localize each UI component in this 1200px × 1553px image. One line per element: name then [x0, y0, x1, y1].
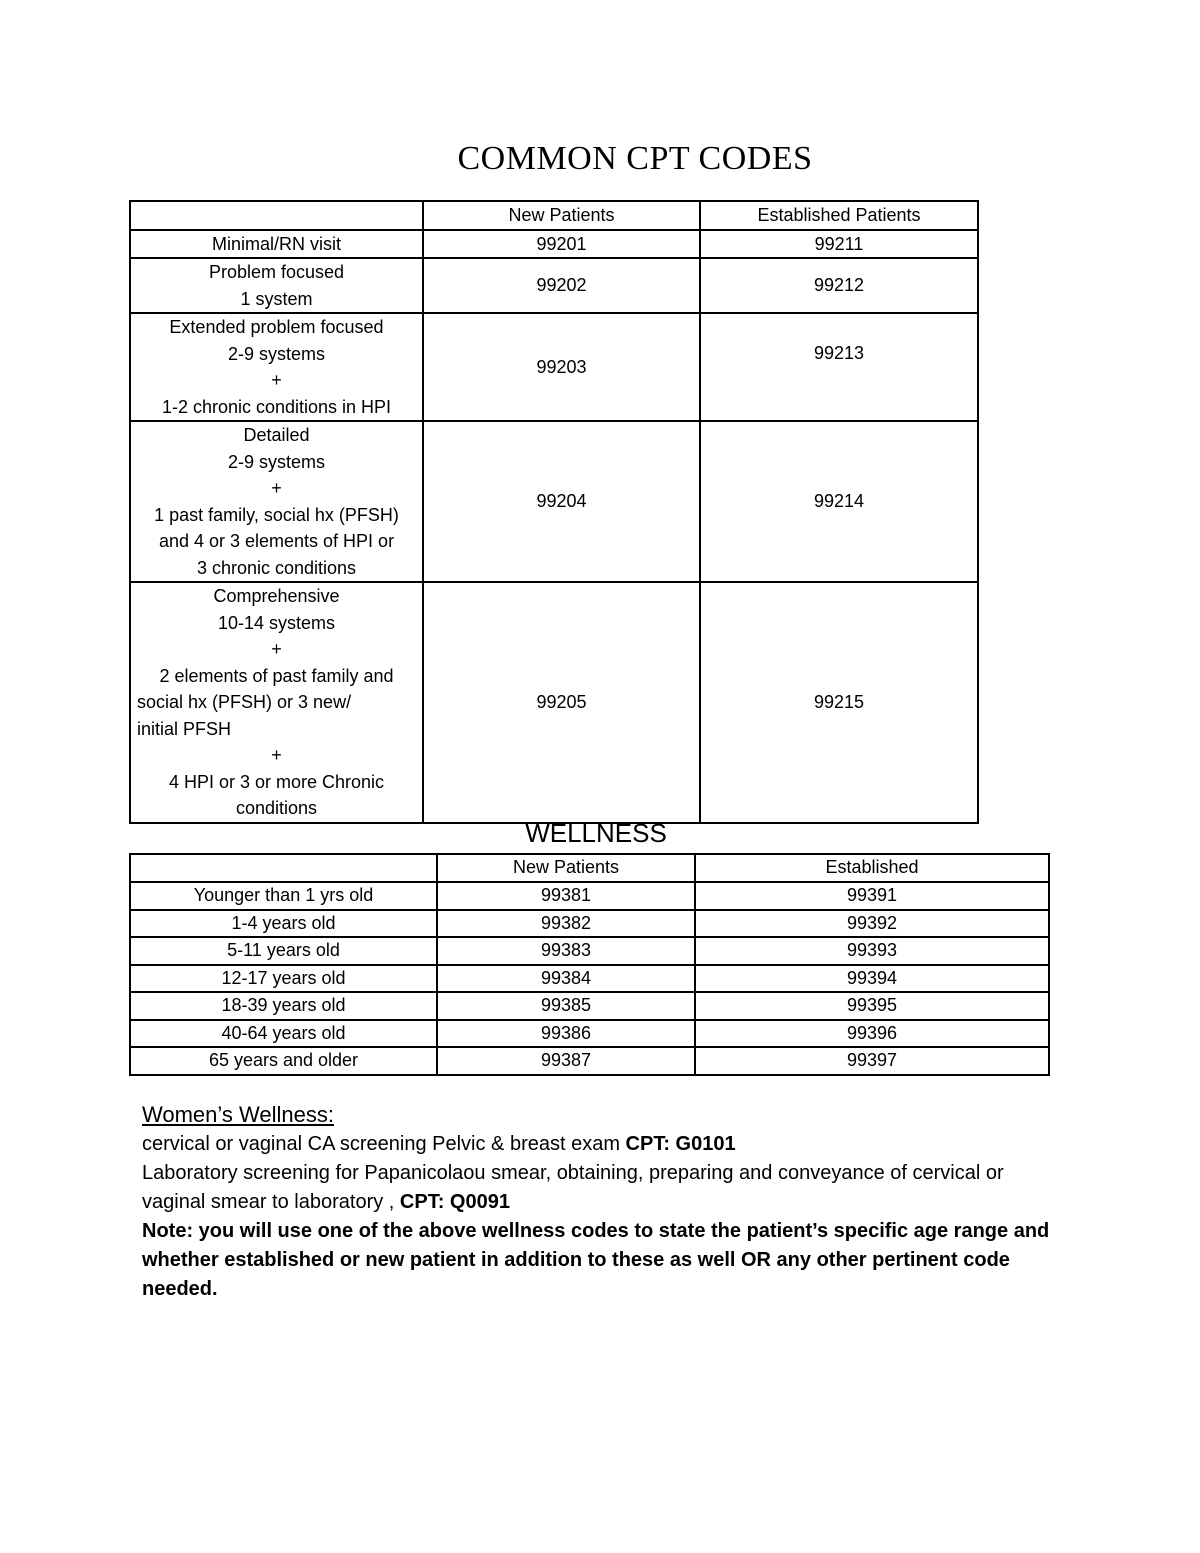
page-title: COMMON CPT CODES: [457, 140, 813, 177]
womens-wellness-section: [142, 1100, 1062, 1304]
em-level-line: 10-14 systems: [217, 612, 336, 633]
wellness-row: [130, 910, 1049, 938]
wellness-age-range: 65 years and older: [130, 1047, 437, 1075]
em-level-line: initial PFSH: [137, 718, 232, 739]
screening-description: cervical or vaginal CA screening Pelvic & breast exam: [142, 1133, 626, 1155]
em-row-minimal: [130, 230, 978, 259]
em-new-code: 99201: [423, 230, 700, 259]
wellness-new-code: 99382: [437, 910, 695, 938]
em-new-code: 99204: [423, 421, 700, 582]
wellness-row: [130, 992, 1049, 1020]
em-level-line: 2 elements of past family and: [159, 665, 394, 686]
womens-wellness-heading: Women’s Wellness:: [142, 1102, 334, 1127]
womens-wellness-line-2: [142, 1159, 1062, 1217]
em-level-line: and 4 or 3 elements of HPI or: [158, 531, 395, 551]
wellness-header-row: [130, 854, 1049, 882]
em-established-code: 99214: [700, 421, 978, 582]
wellness-row: [130, 965, 1049, 993]
em-level-line: Extended problem focused: [169, 317, 384, 337]
em-level-line: +: [271, 639, 282, 659]
wellness-age-range: 5-11 years old: [130, 937, 437, 965]
em-level-line: 1-2 chronic conditions in HPI: [161, 396, 392, 417]
em-row-comprehensive: [130, 582, 978, 823]
em-level-line: 2-9 systems: [227, 451, 326, 472]
em-level-cell: [130, 258, 423, 313]
em-level-cell: [130, 421, 423, 582]
em-new-code: 99203: [423, 313, 700, 421]
note-text: Note: you will use one of the above wellness codes to state the patient’s specific age range and whether established or new patient in addition to these as well OR any other pertinent code needed.: [142, 1220, 1050, 1300]
lab-screening-code: CPT: Q0091: [399, 1191, 510, 1213]
em-level-cell: [130, 230, 423, 259]
em-level-cell: [130, 313, 423, 421]
em-level-line: +: [271, 745, 282, 765]
wellness-age-range: 40-64 years old: [130, 1020, 437, 1048]
wellness-established-code: 99393: [695, 937, 1049, 965]
wellness-age-range: Younger than 1 yrs old: [130, 882, 437, 910]
wellness-age-range: 1-4 years old: [130, 910, 437, 938]
wellness-established-code: 99394: [695, 965, 1049, 993]
em-established-code: 99215: [700, 582, 978, 823]
em-established-code: 99211: [700, 230, 978, 259]
wellness-new-code: 99385: [437, 992, 695, 1020]
womens-wellness-line-1: [142, 1130, 1062, 1159]
em-level-line: Problem focused: [208, 262, 345, 282]
em-level-line: 2-9 systems: [227, 343, 326, 364]
em-row-extended: [130, 313, 978, 421]
wellness-established-code: 99397: [695, 1047, 1049, 1075]
wellness-established-code: 99395: [695, 992, 1049, 1020]
womens-wellness-note: [142, 1217, 1062, 1304]
wellness-title: WELLNESS: [525, 818, 667, 848]
em-level-line: social hx (PFSH) or 3 new/: [137, 692, 352, 712]
em-row-detailed: [130, 421, 978, 582]
em-header-new: New Patients: [423, 201, 700, 230]
wellness-row: [130, 1020, 1049, 1048]
wellness-new-code: 99387: [437, 1047, 695, 1075]
wellness-header-established: Established: [695, 854, 1049, 882]
em-code-table: [129, 200, 979, 824]
lab-screening-description: Laboratory screening for Papanicolaou smear, obtaining, preparing and conveyance of cervical or vaginal smear to laboratory ,: [142, 1162, 1004, 1213]
wellness-row: [130, 937, 1049, 965]
screening-code: CPT: G0101: [625, 1133, 736, 1155]
em-header-blank: [130, 201, 423, 230]
wellness-age-range: 12-17 years old: [130, 965, 437, 993]
wellness-header-new: New Patients: [437, 854, 695, 882]
wellness-established-code: 99392: [695, 910, 1049, 938]
em-established-code: 99213: [700, 313, 978, 421]
em-level-line: +: [271, 370, 282, 390]
em-level-line: Detailed: [243, 425, 310, 445]
wellness-age-range: 18-39 years old: [130, 992, 437, 1020]
em-established-code: 99212: [700, 258, 978, 313]
wellness-header-blank: [130, 854, 437, 882]
em-new-code: 99202: [423, 258, 700, 313]
wellness-new-code: 99386: [437, 1020, 695, 1048]
wellness-new-code: 99381: [437, 882, 695, 910]
em-level-line: Minimal/RN visit: [211, 233, 341, 254]
wellness-new-code: 99383: [437, 937, 695, 965]
wellness-established-code: 99391: [695, 882, 1049, 910]
wellness-row: [130, 1047, 1049, 1075]
em-level-cell: [130, 582, 423, 823]
em-header-established: Established Patients: [700, 201, 978, 230]
em-level-line: 1 past family, social hx (PFSH): [154, 504, 399, 525]
em-level-line: 4 HPI or 3 or more Chronic: [168, 771, 385, 792]
em-level-line: 3 chronic conditions: [196, 557, 357, 578]
em-level-line: Comprehensive: [213, 586, 340, 606]
wellness-row: [130, 882, 1049, 910]
em-level-line: +: [271, 478, 282, 498]
wellness-new-code: 99384: [437, 965, 695, 993]
em-level-line: 1 system: [240, 288, 313, 309]
wellness-code-table: [129, 853, 1050, 1076]
wellness-established-code: 99396: [695, 1020, 1049, 1048]
em-level-line: conditions: [235, 798, 318, 818]
em-row-problem-focused: [130, 258, 978, 313]
em-header-row: [130, 201, 978, 230]
em-new-code: 99205: [423, 582, 700, 823]
